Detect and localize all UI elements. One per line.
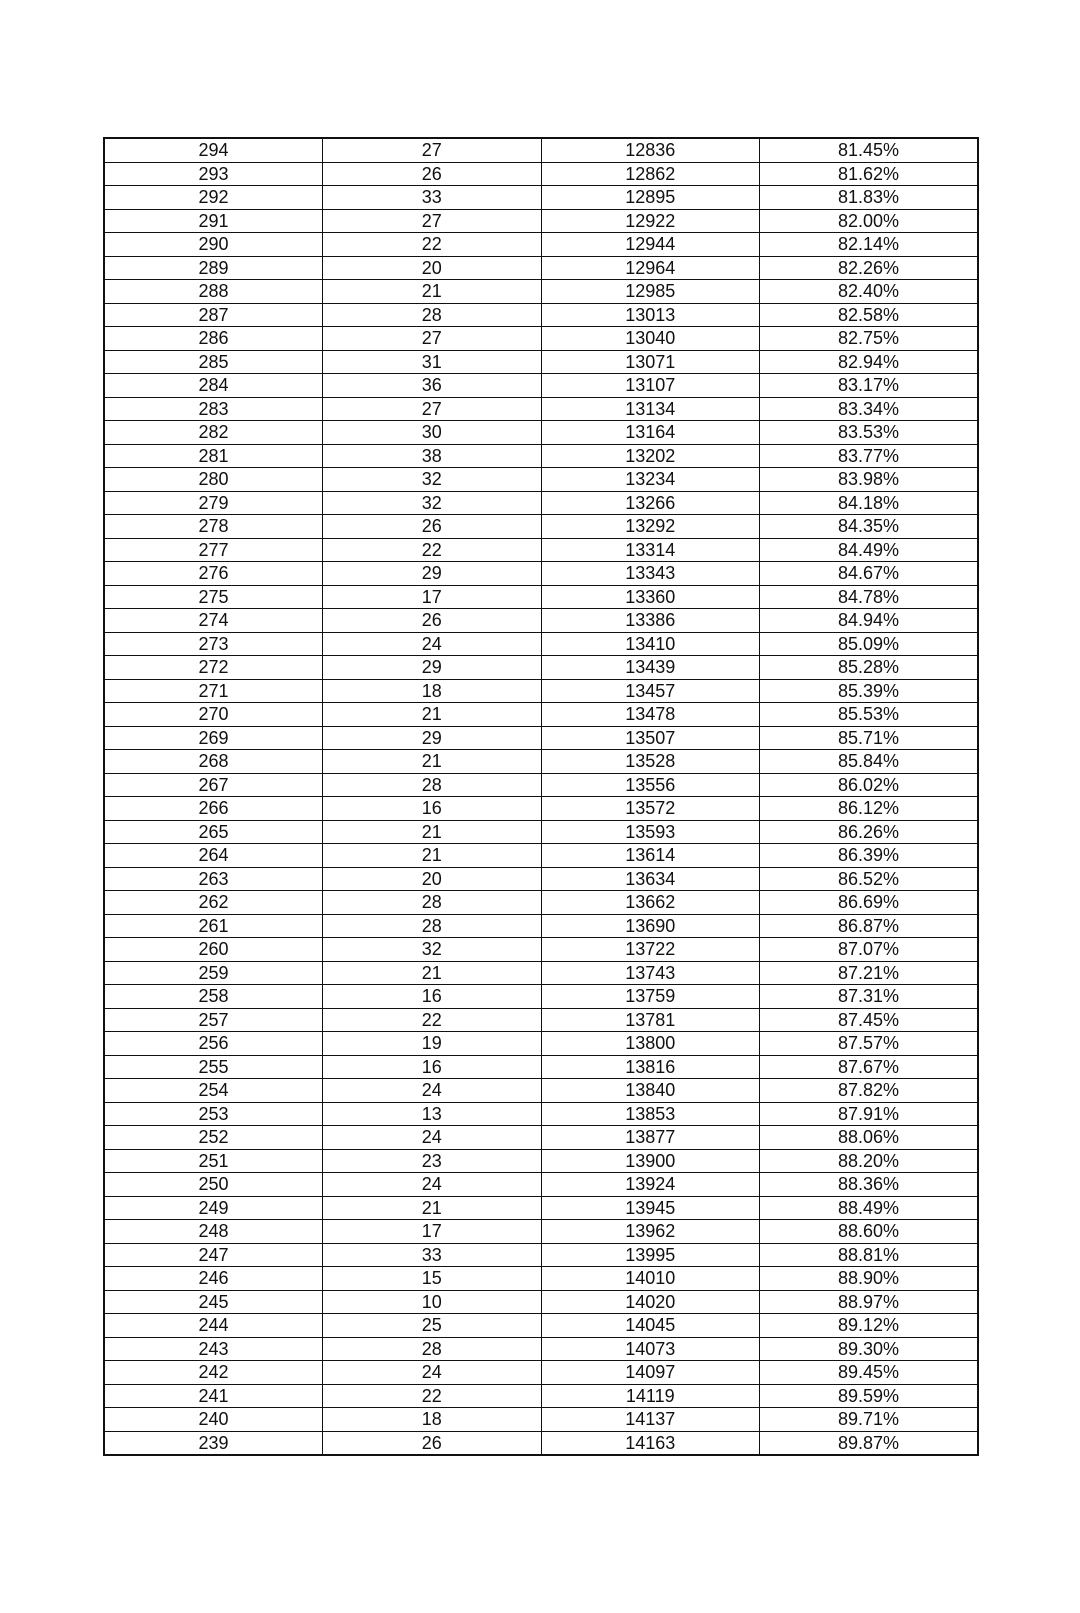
table-row [104,585,978,609]
score-cell: 289 [104,256,323,280]
cumulative-percent-cell: 85.84% [760,750,979,774]
count-cell: 28 [323,773,542,797]
count-cell: 26 [323,515,542,539]
count-cell: 22 [323,233,542,257]
table-row [104,961,978,985]
cumulative-percent-cell: 85.53% [760,703,979,727]
cumulative-percent-cell: 83.17% [760,374,979,398]
count-cell: 28 [323,914,542,938]
score-cell: 290 [104,233,323,257]
count-cell: 21 [323,961,542,985]
score-cell: 272 [104,656,323,680]
count-cell: 22 [323,1384,542,1408]
count-cell: 28 [323,303,542,327]
cumulative-percent-cell: 89.87% [760,1431,979,1455]
table-row [104,444,978,468]
cumulative-percent-cell: 87.91% [760,1102,979,1126]
table-row [104,233,978,257]
cumulative-percent-cell: 83.77% [760,444,979,468]
cumulative-percent-cell: 81.62% [760,162,979,186]
table-row [104,1267,978,1291]
table-row [104,938,978,962]
table-row [104,1196,978,1220]
count-cell: 27 [323,327,542,351]
count-cell: 18 [323,679,542,703]
cumulative-count-cell: 12964 [541,256,760,280]
table-row [104,632,978,656]
cumulative-percent-cell: 83.34% [760,397,979,421]
cumulative-count-cell: 14137 [541,1408,760,1432]
score-cell: 246 [104,1267,323,1291]
count-cell: 16 [323,797,542,821]
count-cell: 31 [323,350,542,374]
table-row [104,867,978,891]
table-row [104,891,978,915]
cumulative-percent-cell: 84.94% [760,609,979,633]
score-cell: 293 [104,162,323,186]
score-cell: 254 [104,1079,323,1103]
cumulative-percent-cell: 86.39% [760,844,979,868]
table-row [104,1079,978,1103]
table-row [104,1008,978,1032]
cumulative-percent-cell: 89.30% [760,1337,979,1361]
score-cell: 257 [104,1008,323,1032]
cumulative-count-cell: 13781 [541,1008,760,1032]
score-cell: 249 [104,1196,323,1220]
score-cell: 282 [104,421,323,445]
cumulative-count-cell: 13945 [541,1196,760,1220]
score-cell: 251 [104,1149,323,1173]
cumulative-count-cell: 13386 [541,609,760,633]
score-cell: 266 [104,797,323,821]
score-cell: 267 [104,773,323,797]
score-cell: 286 [104,327,323,351]
cumulative-percent-cell: 81.45% [760,138,979,162]
score-cell: 248 [104,1220,323,1244]
count-cell: 19 [323,1032,542,1056]
cumulative-percent-cell: 87.21% [760,961,979,985]
table-row [104,186,978,210]
cumulative-count-cell: 12895 [541,186,760,210]
score-cell: 292 [104,186,323,210]
cumulative-count-cell: 13924 [541,1173,760,1197]
score-cell: 271 [104,679,323,703]
cumulative-percent-cell: 88.60% [760,1220,979,1244]
cumulative-percent-cell: 84.49% [760,538,979,562]
cumulative-count-cell: 12985 [541,280,760,304]
table-row [104,421,978,445]
cumulative-percent-cell: 85.09% [760,632,979,656]
cumulative-percent-cell: 87.67% [760,1055,979,1079]
cumulative-percent-cell: 88.97% [760,1290,979,1314]
count-cell: 16 [323,1055,542,1079]
score-cell: 258 [104,985,323,1009]
cumulative-percent-cell: 82.40% [760,280,979,304]
score-cell: 262 [104,891,323,915]
cumulative-count-cell: 13743 [541,961,760,985]
table-row [104,1102,978,1126]
cumulative-percent-cell: 89.12% [760,1314,979,1338]
score-cell: 241 [104,1384,323,1408]
cumulative-count-cell: 13314 [541,538,760,562]
count-cell: 25 [323,1314,542,1338]
score-cell: 242 [104,1361,323,1385]
table-row [104,985,978,1009]
table-row [104,1290,978,1314]
cumulative-count-cell: 13840 [541,1079,760,1103]
table-row [104,1243,978,1267]
score-cell: 269 [104,726,323,750]
cumulative-count-cell: 14119 [541,1384,760,1408]
cumulative-count-cell: 13995 [541,1243,760,1267]
count-cell: 27 [323,209,542,233]
count-cell: 26 [323,1431,542,1455]
cumulative-percent-cell: 82.14% [760,233,979,257]
score-cell: 244 [104,1314,323,1338]
score-cell: 283 [104,397,323,421]
cumulative-count-cell: 13234 [541,468,760,492]
score-cell: 239 [104,1431,323,1455]
table-row [104,1314,978,1338]
cumulative-percent-cell: 87.31% [760,985,979,1009]
cumulative-count-cell: 14097 [541,1361,760,1385]
table-row [104,1337,978,1361]
cumulative-percent-cell: 86.12% [760,797,979,821]
table-row [104,1149,978,1173]
count-cell: 29 [323,562,542,586]
count-cell: 29 [323,656,542,680]
cumulative-percent-cell: 87.07% [760,938,979,962]
count-cell: 33 [323,186,542,210]
cumulative-count-cell: 14045 [541,1314,760,1338]
count-cell: 22 [323,538,542,562]
cumulative-count-cell: 14163 [541,1431,760,1455]
count-cell: 21 [323,820,542,844]
table-body [104,138,978,1455]
table-row [104,656,978,680]
score-cell: 261 [104,914,323,938]
count-cell: 24 [323,1126,542,1150]
count-cell: 10 [323,1290,542,1314]
cumulative-count-cell: 13457 [541,679,760,703]
count-cell: 36 [323,374,542,398]
count-cell: 20 [323,867,542,891]
score-cell: 276 [104,562,323,586]
cumulative-percent-cell: 86.26% [760,820,979,844]
score-cell: 280 [104,468,323,492]
score-cell: 285 [104,350,323,374]
cumulative-count-cell: 13410 [541,632,760,656]
count-cell: 32 [323,491,542,515]
cumulative-count-cell: 13343 [541,562,760,586]
cumulative-count-cell: 13853 [541,1102,760,1126]
cumulative-count-cell: 12944 [541,233,760,257]
table-row [104,468,978,492]
cumulative-percent-cell: 85.71% [760,726,979,750]
table-row [104,256,978,280]
cumulative-count-cell: 13634 [541,867,760,891]
score-cell: 275 [104,585,323,609]
table-row [104,1431,978,1455]
cumulative-count-cell: 13662 [541,891,760,915]
table-row [104,726,978,750]
cumulative-percent-cell: 85.39% [760,679,979,703]
count-cell: 17 [323,1220,542,1244]
cumulative-count-cell: 14010 [541,1267,760,1291]
cumulative-percent-cell: 89.59% [760,1384,979,1408]
count-cell: 27 [323,138,542,162]
score-cell: 240 [104,1408,323,1432]
table-row [104,773,978,797]
table-row [104,350,978,374]
count-cell: 20 [323,256,542,280]
table-row [104,1384,978,1408]
table-row [104,538,978,562]
table-row [104,1173,978,1197]
cumulative-count-cell: 13962 [541,1220,760,1244]
cumulative-percent-cell: 84.78% [760,585,979,609]
score-cell: 245 [104,1290,323,1314]
score-cell: 250 [104,1173,323,1197]
cumulative-count-cell: 12862 [541,162,760,186]
count-cell: 27 [323,397,542,421]
cumulative-count-cell: 13478 [541,703,760,727]
count-cell: 24 [323,1079,542,1103]
count-cell: 26 [323,609,542,633]
cumulative-percent-cell: 86.02% [760,773,979,797]
cumulative-percent-cell: 89.71% [760,1408,979,1432]
score-cell: 287 [104,303,323,327]
cumulative-count-cell: 13556 [541,773,760,797]
table-row [104,914,978,938]
count-cell: 32 [323,468,542,492]
count-cell: 21 [323,844,542,868]
cumulative-percent-cell: 89.45% [760,1361,979,1385]
cumulative-percent-cell: 86.87% [760,914,979,938]
score-cell: 288 [104,280,323,304]
table-row [104,515,978,539]
cumulative-percent-cell: 87.45% [760,1008,979,1032]
table-row [104,1055,978,1079]
cumulative-percent-cell: 87.82% [760,1079,979,1103]
cumulative-count-cell: 12836 [541,138,760,162]
table-row [104,491,978,515]
count-cell: 24 [323,1173,542,1197]
cumulative-count-cell: 13507 [541,726,760,750]
table-row [104,327,978,351]
cumulative-percent-cell: 84.67% [760,562,979,586]
cumulative-percent-cell: 88.81% [760,1243,979,1267]
count-cell: 28 [323,891,542,915]
table-row [104,162,978,186]
count-cell: 28 [323,1337,542,1361]
score-cell: 260 [104,938,323,962]
cumulative-percent-cell: 84.35% [760,515,979,539]
score-cell: 277 [104,538,323,562]
cumulative-count-cell: 13572 [541,797,760,821]
table-row [104,820,978,844]
score-cell: 274 [104,609,323,633]
cumulative-count-cell: 13202 [541,444,760,468]
table-row [104,703,978,727]
score-cell: 294 [198,140,229,161]
count-cell: 22 [323,1008,542,1032]
cumulative-percent-cell: 86.52% [760,867,979,891]
count-cell: 26 [323,162,542,186]
count-cell: 21 [323,280,542,304]
table-row [104,797,978,821]
cumulative-percent-cell: 88.06% [760,1126,979,1150]
cumulative-count-cell: 13164 [541,421,760,445]
count-cell: 23 [323,1149,542,1173]
score-cell: 243 [104,1337,323,1361]
cumulative-count-cell: 12922 [541,209,760,233]
count-cell: 32 [323,938,542,962]
table-row [104,138,978,162]
cumulative-count-cell: 13614 [541,844,760,868]
cumulative-count-cell: 13439 [541,656,760,680]
score-cell: 284 [104,374,323,398]
count-cell: 24 [323,1361,542,1385]
cumulative-count-cell: 13071 [541,350,760,374]
score-cell: 253 [104,1102,323,1126]
score-cell: 281 [104,444,323,468]
cumulative-count-cell: 13690 [541,914,760,938]
table-row [104,1126,978,1150]
score-cell: 291 [104,209,323,233]
score-cell: 263 [104,867,323,891]
cumulative-percent-cell: 88.90% [760,1267,979,1291]
count-cell: 21 [323,703,542,727]
score-cell: 252 [104,1126,323,1150]
count-cell: 18 [323,1408,542,1432]
cumulative-percent-cell: 82.26% [760,256,979,280]
count-cell: 29 [323,726,542,750]
cumulative-percent-cell: 88.49% [760,1196,979,1220]
count-cell: 21 [323,750,542,774]
table-row [104,609,978,633]
count-cell: 38 [323,444,542,468]
count-cell: 16 [323,985,542,1009]
table-row [104,1361,978,1385]
table-row [104,750,978,774]
cumulative-count-cell: 13013 [541,303,760,327]
score-cell: 264 [104,844,323,868]
cumulative-percent-cell: 82.75% [760,327,979,351]
cumulative-count-cell: 13816 [541,1055,760,1079]
cumulative-count-cell: 13900 [541,1149,760,1173]
cumulative-percent-cell: 85.28% [760,656,979,680]
count-cell: 30 [323,421,542,445]
score-cell: 256 [104,1032,323,1056]
table-row [104,374,978,398]
table-row [104,280,978,304]
cumulative-percent-cell: 82.58% [760,303,979,327]
table-row [104,397,978,421]
cumulative-count-cell: 13759 [541,985,760,1009]
count-cell: 24 [323,632,542,656]
table-row [104,1032,978,1056]
score-distribution-table [103,137,979,1456]
table-row [104,1220,978,1244]
cumulative-count-cell: 13593 [541,820,760,844]
table-row [104,562,978,586]
table-row [104,679,978,703]
cumulative-percent-cell: 88.20% [760,1149,979,1173]
cumulative-percent-cell: 86.69% [760,891,979,915]
score-cell: 268 [104,750,323,774]
score-cell: 259 [104,961,323,985]
cumulative-count-cell: 13040 [541,327,760,351]
cumulative-percent-cell: 88.36% [760,1173,979,1197]
cumulative-percent-cell: 84.18% [760,491,979,515]
score-cell: 265 [104,820,323,844]
table-row [104,209,978,233]
count-cell: 33 [323,1243,542,1267]
score-cell: 255 [104,1055,323,1079]
cumulative-count-cell: 14020 [541,1290,760,1314]
cumulative-count-cell: 13292 [541,515,760,539]
table-row [104,1408,978,1432]
cumulative-percent-cell: 82.00% [760,209,979,233]
cumulative-percent-cell: 81.83% [760,186,979,210]
score-distribution-table-container [103,137,979,1456]
count-cell: 15 [323,1267,542,1291]
cumulative-count-cell: 13266 [541,491,760,515]
cumulative-count-cell: 13107 [541,374,760,398]
score-cell: 270 [104,703,323,727]
score-cell: 278 [104,515,323,539]
count-cell: 17 [323,585,542,609]
score-cell: 247 [104,1243,323,1267]
cumulative-count-cell: 13528 [541,750,760,774]
count-cell: 13 [323,1102,542,1126]
table-row [104,844,978,868]
cumulative-count-cell: 13800 [541,1032,760,1056]
cumulative-count-cell: 14073 [541,1337,760,1361]
cumulative-count-cell: 13722 [541,938,760,962]
cumulative-count-cell: 13877 [541,1126,760,1150]
cumulative-percent-cell: 82.94% [760,350,979,374]
cumulative-count-cell: 13134 [541,397,760,421]
count-cell: 21 [323,1196,542,1220]
table-row [104,303,978,327]
cumulative-percent-cell: 83.98% [760,468,979,492]
score-cell: 279 [104,491,323,515]
cumulative-count-cell: 13360 [541,585,760,609]
score-cell: 273 [104,632,323,656]
cumulative-percent-cell: 87.57% [760,1032,979,1056]
cumulative-percent-cell: 83.53% [760,421,979,445]
